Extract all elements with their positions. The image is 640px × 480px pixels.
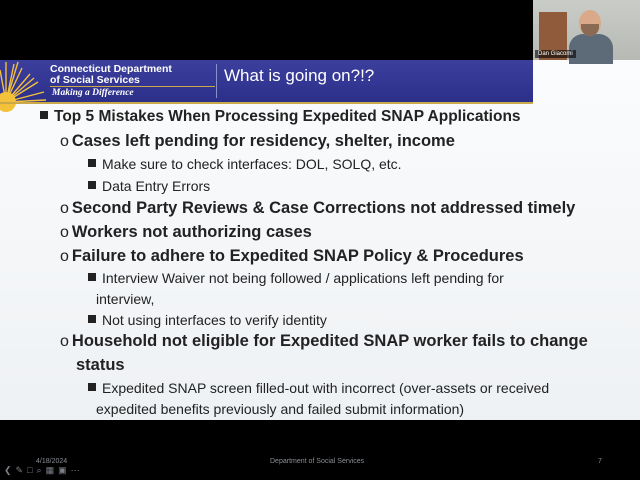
slide-content [0,104,640,420]
item-text: Second Party Reviews & Case Corrections not addressed timely [71,199,576,217]
square-bullet-icon [88,159,96,167]
sub-bullet-4-1 [88,270,504,286]
org-name-line1: Connecticut Department [50,63,172,75]
circle-bullet-icon: o [60,133,69,150]
pen-icon[interactable]: ✎ [15,465,24,475]
bullet-item-1 [60,132,455,151]
item-text: Household not eligible for Expedited SNAP worker fails to change [71,332,588,350]
more-icon[interactable]: ⋯ [70,465,80,475]
item-text: Cases left pending for residency, shelter, income [71,132,455,150]
webcam-thumbnail [533,0,640,60]
sub-item-text: Interview Waiver not being followed / applications left pending for [102,270,504,286]
item-text: status [76,356,125,374]
slide-title: What is going on?!? [224,66,375,85]
bullet-item-2 [60,199,575,218]
presentation-toolbar [4,465,80,476]
eraser-icon[interactable]: □ [27,465,33,475]
sub-item-text: interview, [96,291,155,307]
bullet-item-4 [60,247,524,266]
sub-item-text: expedited benefits previously and failed submit information) [96,401,465,417]
back-icon[interactable]: ❮ [4,465,12,475]
sub-bullet-5-1-cont [96,401,464,417]
participant-name: Dan Giacomi [535,50,576,58]
sub-item-text: Expedited SNAP screen filled-out with incorrect (over-assets or received [102,380,550,396]
sunburst-logo-icon [0,60,46,102]
search-icon[interactable]: ⌕ [36,465,42,475]
slides-icon[interactable]: ▣ [58,465,67,475]
slide-number: 7 [598,458,602,465]
circle-bullet-icon: o [60,248,69,265]
slide [0,60,640,475]
square-bullet-icon [88,273,96,281]
grid-icon[interactable]: ▦ [45,465,55,475]
square-bullet-icon [88,315,96,323]
person-shirt [569,34,613,64]
bullet-heading [40,108,521,126]
item-text: Workers not authorizing cases [71,223,312,241]
sub-bullet-5-1 [88,380,549,396]
footer-date: 4/18/2024 [36,458,68,465]
slide-header [0,60,533,102]
bullet-item-5 [60,332,588,351]
circle-bullet-icon: o [60,333,69,350]
square-bullet-icon [88,181,96,189]
header-divider [216,64,217,98]
bullet-item-5-cont [76,356,125,375]
sub-bullet-4-1-cont [96,291,154,307]
square-bullet-icon [88,383,96,391]
bullet-item-3 [60,223,312,242]
org-name [50,64,225,86]
circle-bullet-icon: o [60,224,69,241]
tagline-rule [50,86,215,87]
circle-bullet-icon: o [60,200,69,217]
org-tagline: Making a Difference [52,88,134,98]
sub-item-text: Make sure to check interfaces: DOL, SOLQ, etc. [102,156,402,172]
sub-item-text: Not using interfaces to verify identity [102,312,327,328]
footer-center: Department of Social Services [270,458,365,465]
org-name-line2: of Social Services [50,74,140,86]
square-bullet-icon [40,111,48,119]
sub-bullet-4-2 [88,312,327,328]
item-text: Failure to adhere to Expedited SNAP Policy & Procedures [71,247,524,265]
sub-item-text: Data Entry Errors [102,178,211,194]
heading-text: Top 5 Mistakes When Processing Expedited SNAP Applications [54,108,521,125]
sub-bullet-1-2 [88,178,210,194]
sub-bullet-1-1 [88,156,402,172]
